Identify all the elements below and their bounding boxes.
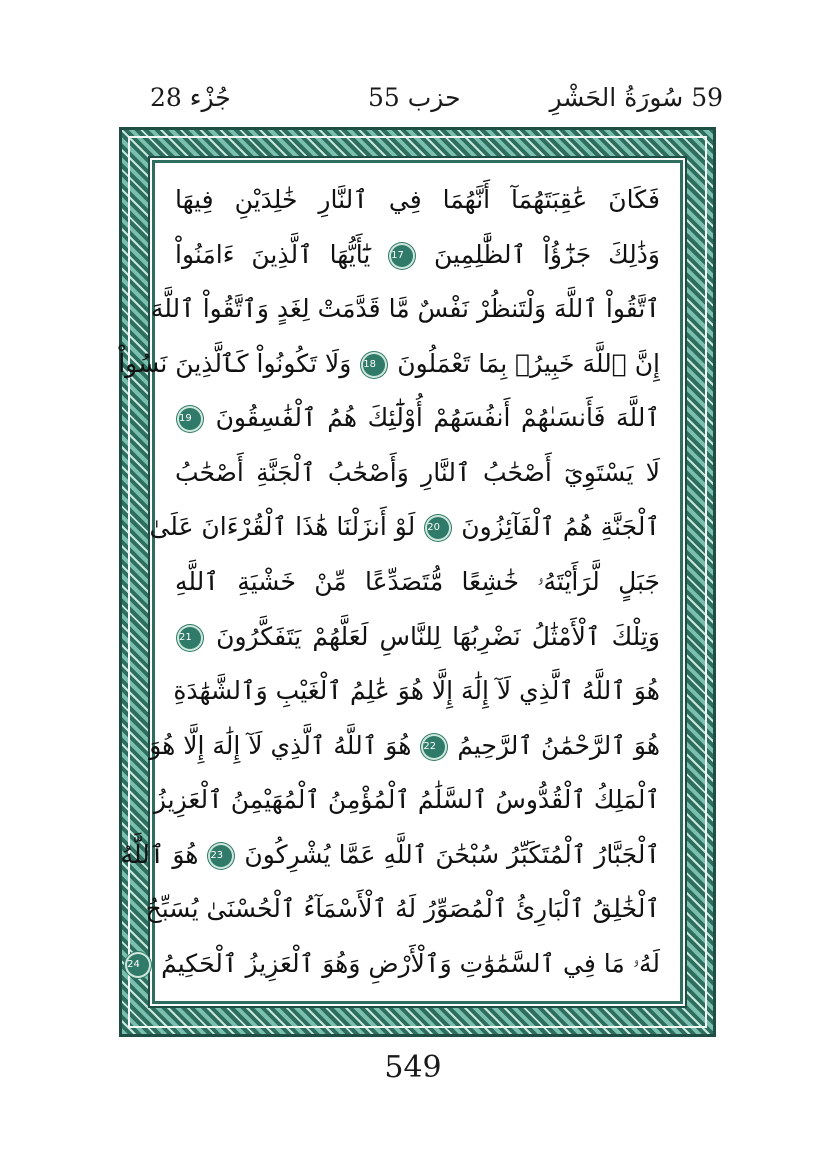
verse-text: هُوَ ٱللَّهُ [120, 839, 199, 869]
text-line [175, 668, 660, 714]
text-line [175, 177, 660, 223]
verse-text: ٱلْجَبَّارُ ٱلْمُتَكَبِّرُ سُبْحَٰنَ ٱللَّهِ عَمَّا يُشْرِكُونَ [244, 839, 660, 869]
text-line [175, 450, 660, 496]
text-line [149, 504, 660, 550]
verse-text: هُوَ ٱللَّهُ ٱلَّذِي لَآ إِلَٰهَ إِلَّا هُوَ عَٰلِمُ ٱلْغَيْبِ وَٱلشَّهَٰدَةِ [173, 676, 660, 706]
verse-text: ٱلْجَنَّةِ هُمُ ٱلْفَآئِزُونَ [461, 512, 660, 542]
surah-label: 59 سُورَةُ الحَشْرِ [549, 83, 723, 112]
text-line [149, 723, 660, 769]
verse-text: إِنَّ ٱللَّهَ خَبِيرُۢ بِمَا تَعْمَلُونَ [397, 348, 660, 378]
verse-text: هُوَ ٱلرَّحْمَٰنُ ٱلرَّحِيمُ [457, 730, 660, 760]
verse-text: جَبَلٍ لَّرَأَيْتَهُۥ خَٰشِعًا مُّتَصَدِّعًا مِّنْ خَشْيَةِ ٱللَّهِ [175, 566, 660, 596]
ayah-number-marker: 24 [127, 954, 149, 976]
verse-text: فَكَانَ عَٰقِبَتَهُمَآ أَنَّهُمَا فِي ٱلنَّارِ خَٰلِدَيْنِ فِيهَا [175, 185, 660, 214]
text-line [175, 395, 660, 441]
text-line [175, 614, 660, 660]
ayah-number-marker: 19 [179, 408, 201, 430]
verse-text: لَوْ أَنزَلْنَا هَٰذَا ٱلْقُرْءَانَ عَلَىٰ [149, 512, 416, 542]
ornamental-border [119, 127, 716, 1037]
verse-text: يَٰٓأَيُّهَا ٱلَّذِينَ ءَامَنُواْ [175, 239, 371, 269]
quran-text [118, 177, 661, 987]
verse-text: لَهُۥ مَا فِي ٱلسَّمَٰوَٰتِ وَٱلْأَرْضِ وَهُوَ ٱلْعَزِيزُ ٱلْحَكِيمُ [161, 948, 660, 978]
text-panel [118, 160, 683, 1004]
text-line [153, 777, 660, 823]
verse-text: هُوَ ٱللَّهُ ٱلَّذِي لَآ إِلَٰهَ إِلَّا هُوَ [149, 730, 412, 760]
ayah-number-marker: 22 [423, 736, 445, 758]
ayah-number-marker: 17 [391, 245, 413, 267]
page-number: 549 [384, 1050, 442, 1085]
ayah-number-marker: 18 [363, 354, 385, 376]
page-header [0, 78, 826, 118]
verse-text: وَلَا تَكُونُواْ كَٱلَّذِينَ نَسُواْ [118, 348, 352, 378]
verse-text: وَذَٰلِكَ جَزَٰٓؤُاْ ٱلظَّٰلِمِينَ [434, 239, 660, 269]
text-line [175, 232, 660, 278]
text-line [145, 886, 660, 932]
text-line [118, 341, 660, 387]
verse-text: وَتِلْكَ ٱلْأَمْثَٰلُ نَضْرِبُهَا لِلنَّاسِ لَعَلَّهُمْ يَتَفَكَّرُونَ [216, 621, 660, 651]
text-line [120, 832, 660, 878]
verse-text: لَا يَسْتَوِيٓ أَصْحَٰبُ ٱلنَّارِ وَأَصْحَٰبُ ٱلْجَنَّةِ أَصْحَٰبُ [175, 457, 660, 487]
text-line [150, 286, 660, 332]
ayah-number-marker: 20 [427, 517, 449, 539]
verse-text: ٱتَّقُواْ ٱللَّهَ وَلْتَنظُرْ نَفْسٌ مَّا قَدَّمَتْ لِغَدٍ وَٱتَّقُواْ ٱللَّهَ [150, 294, 660, 324]
verse-text: ٱلْمَلِكُ ٱلْقُدُّوسُ ٱلسَّلَٰمُ ٱلْمُؤْمِنُ ٱلْمُهَيْمِنُ ٱلْعَزِيزُ [153, 785, 660, 815]
hizb-label: حزب 55 [368, 83, 461, 112]
ayah-number-marker: 23 [210, 845, 232, 867]
verse-text: ٱلْخَٰلِقُ ٱلْبَارِئُ ٱلْمُصَوِّرُ لَهُ ٱلْأَسْمَآءُ ٱلْحُسْنَىٰ يُسَبِّحُ [145, 894, 660, 924]
text-line [127, 941, 660, 987]
ayah-number-marker: 21 [179, 627, 201, 649]
juz-label: جُزْء 28 [150, 83, 231, 112]
verse-text: ٱللَّهَ فَأَنسَىٰهُمْ أَنفُسَهُمْ أُوْلَٰٓئِكَ هُمُ ٱلْفَٰسِقُونَ [215, 403, 661, 433]
text-line [175, 559, 660, 605]
